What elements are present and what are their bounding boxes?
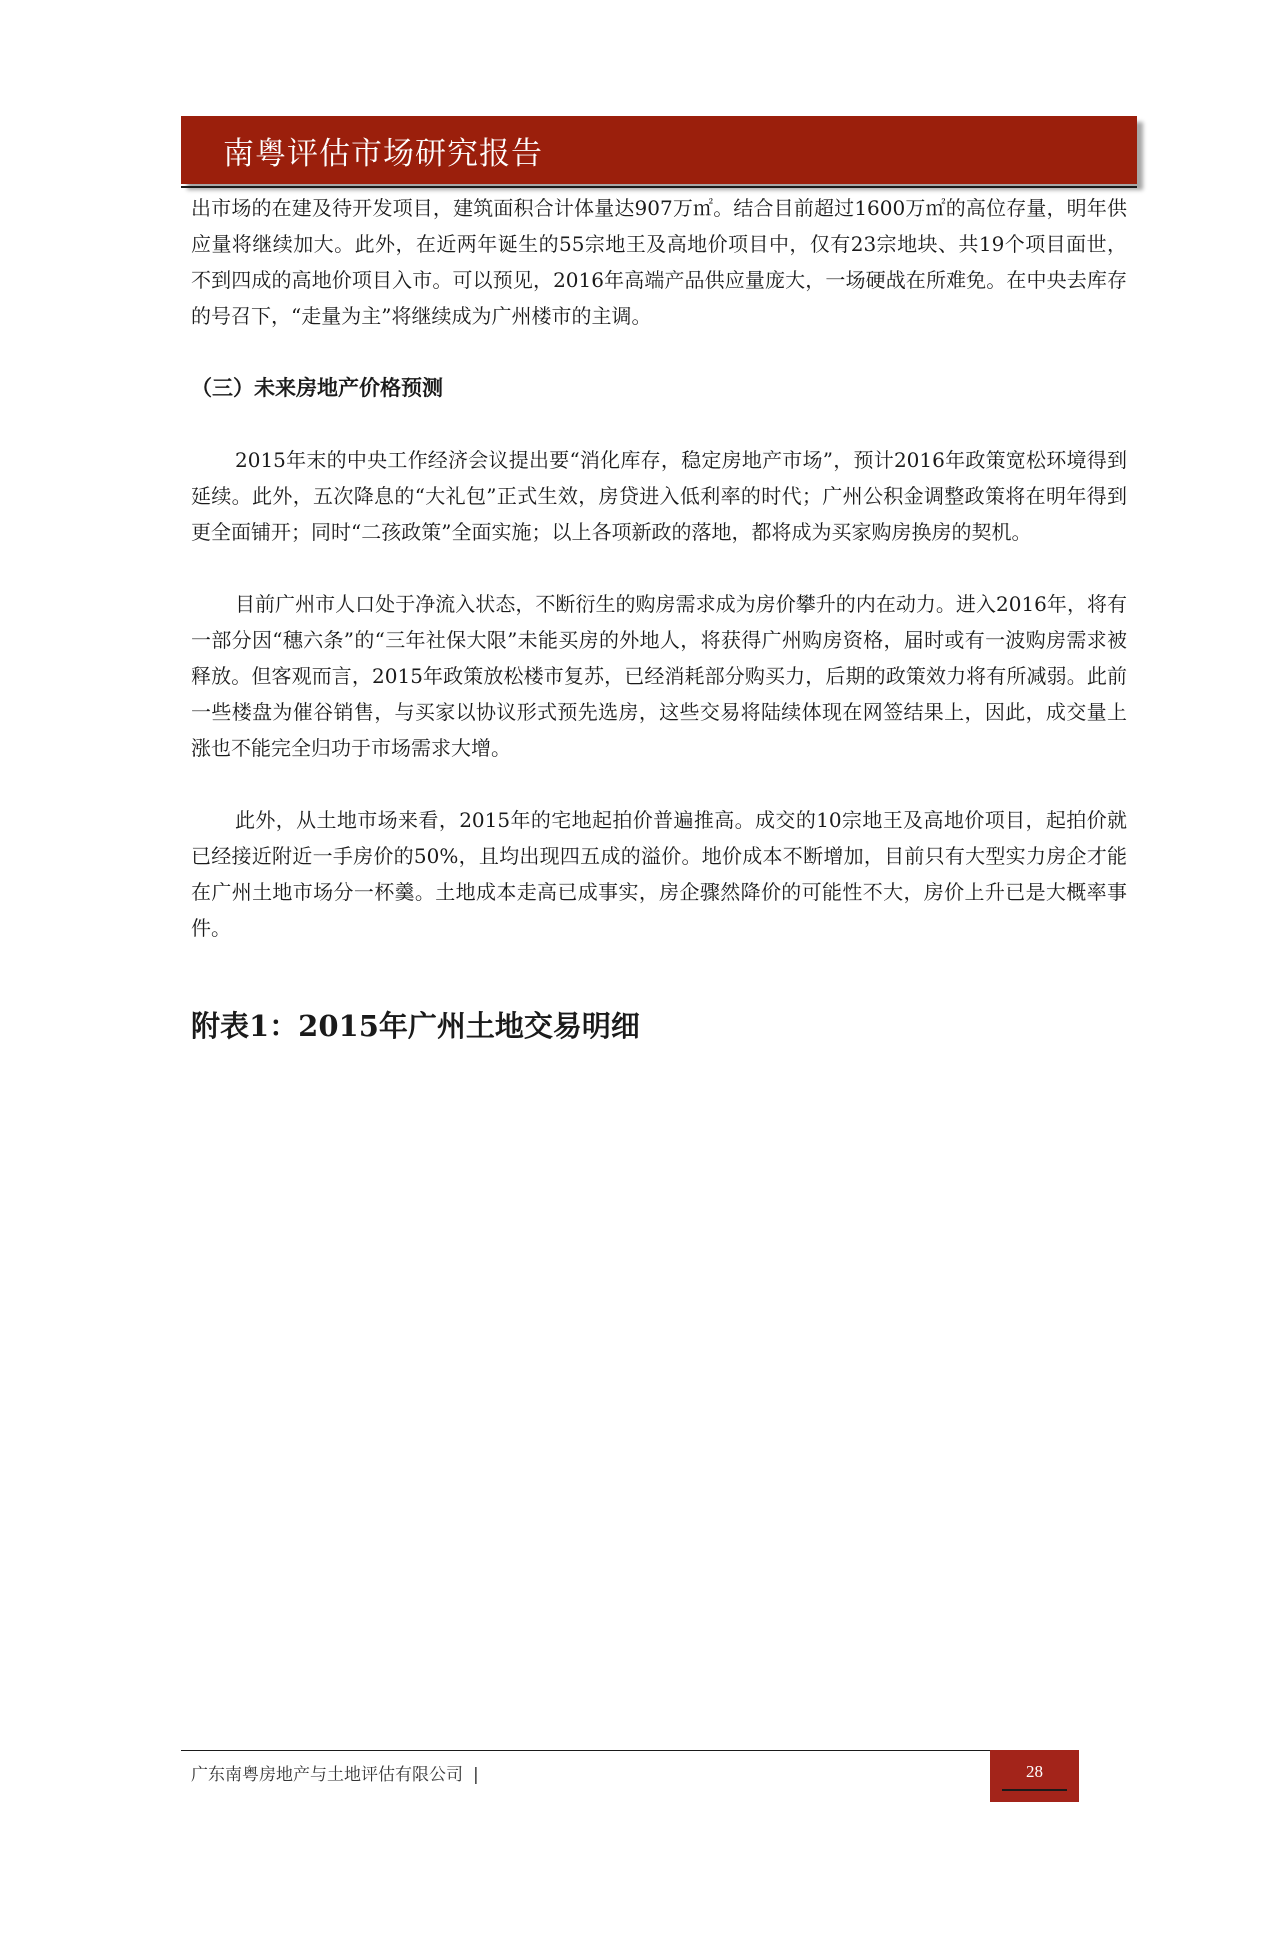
report-body [191,190,1127,1046]
spacer [191,334,1127,370]
page-number-underline [1002,1789,1067,1791]
paragraph-land-market: 此外，从土地市场来看，2015年的宅地起拍价普遍推高。成交的10宗地王及高地价项目，起拍价就已经接近附近一手房价的50%，且均出现四五成的溢价。地价成本不断增加，目前只有大型实力房企才能在广州土地市场分一杯羹。土地成本走高已成事实，房企骤然降价的可能性不大，房价上升已是大概率事件。 [191,808,1127,940]
paragraph-policy: 2015年末的中央工作经济会议提出要“消化库存，稳定房地产市场”，预计2016年政策宽松环境得到延续。此外，五次降息的“大礼包”正式生效，房贷进入低利率的时代；广州公积金调整政策将在明年得到更全面铺开；同时“二孩政策”全面实施；以上各项新政的落地，都将成为买家购房换房的契机。 [191,448,1127,544]
header-title: 南粤评估市场研究报告 [223,136,543,172]
header-divider [181,186,1137,188]
spacer [191,946,1127,982]
page-number-box [990,1750,1079,1802]
spacer [191,982,1127,1006]
footer-separator: | [473,1765,479,1785]
header-banner [181,116,1137,184]
appendix-title: 附表1：2015年广州土地交易明细 [191,1009,640,1043]
spacer [191,766,1127,802]
page-number: 28 [1026,1762,1043,1781]
section-subheading: （三）未来房地产价格预测 [191,375,443,400]
footer-company [191,1760,479,1785]
paragraph-supply: 出市场的在建及待开发项目，建筑面积合计体量达907万㎡。结合目前超过1600万㎡的高位存量，明年供应量将继续加大。此外，在近两年诞生的55宗地王及高地价项目中，仅有23宗地块、共19个项目面世，不到四成的高地价项目入市。可以预见，2016年高端产品供应量庞大，一场硬战在所难免。在中央去库存的号召下，“走量为主”将继续成为广州楼市的主调。 [191,196,1127,328]
paragraph-population: 目前广州市人口处于净流入状态，不断衍生的购房需求成为房价攀升的内在动力。进入2016年，将有一部分因“穗六条”的“三年社保大限”未能买房的外地人，将获得广州购房资格，届时或有一波购房需求被释放。但客观而言，2015年政策放松楼市复苏，已经消耗部分购买力，后期的政策效力将有所减弱。此前一些楼盘为催谷销售，与买家以协议形式预先选房，这些交易将陆续体现在网签结果上，因此，成交量上涨也不能完全归功于市场需求大增。 [191,592,1127,760]
company-name: 广东南粤房地产与土地评估有限公司 [191,1765,463,1785]
spacer [191,406,1127,442]
spacer [191,550,1127,586]
footer-divider [181,1750,990,1751]
